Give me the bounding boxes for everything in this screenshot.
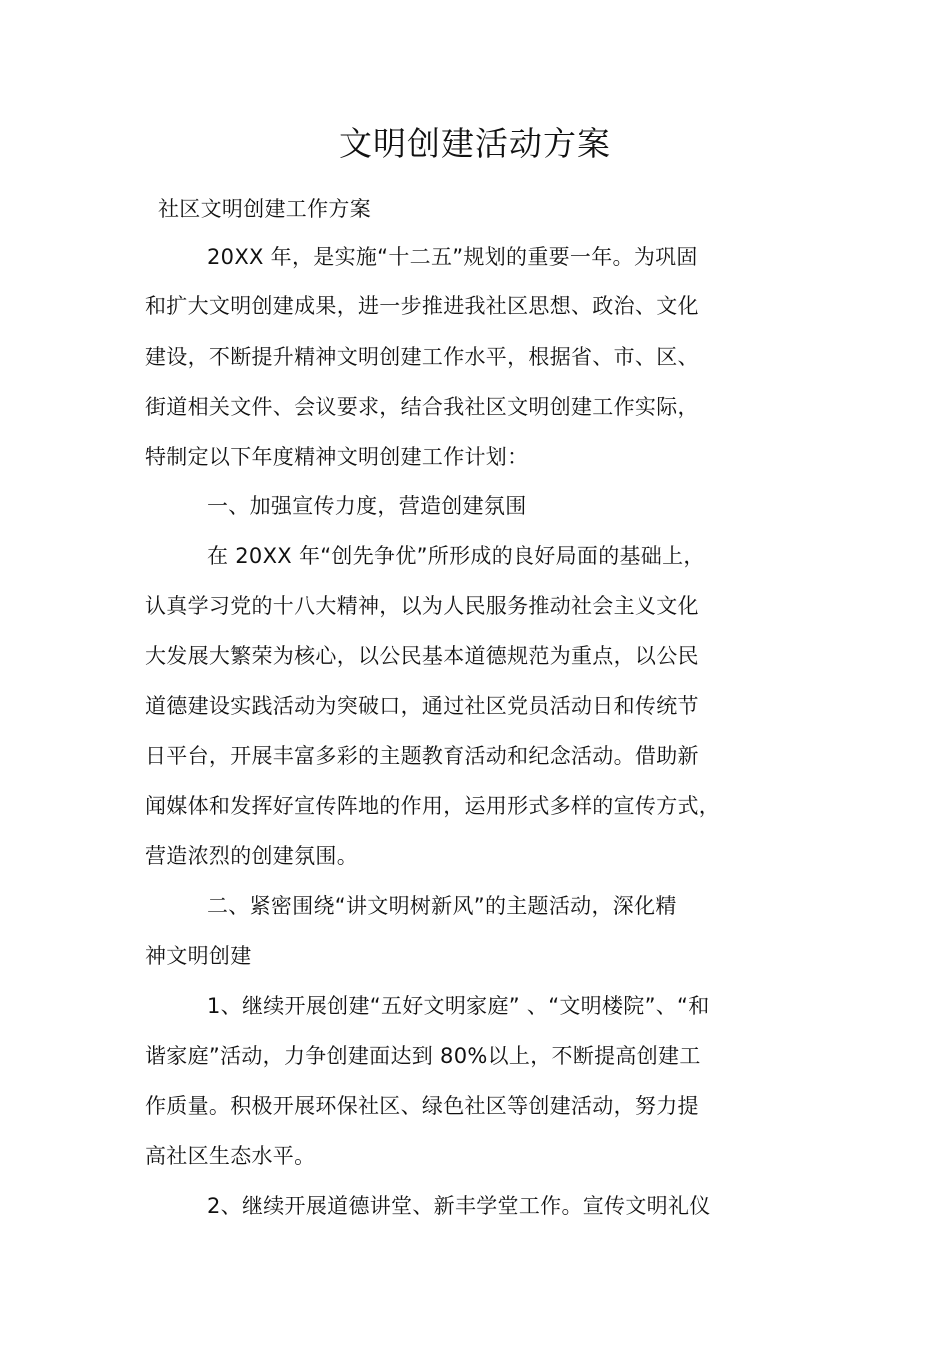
document-subtitle: 社区文明创建工作方案 <box>158 197 371 221</box>
paragraph-line: 认真学习党的十八大精神，以为人民服务推动社会主义文化 <box>145 594 699 618</box>
document-title: 文明创建活动方案 <box>339 124 611 163</box>
paragraph-line: 道德建设实践活动为突破口，通过社区党员活动日和传统节 <box>145 694 699 718</box>
paragraph-line: 建设，不断提升精神文明创建工作水平，根据省、市、区、 <box>145 345 699 369</box>
paragraph-line: 高社区生态水平。 <box>145 1144 316 1168</box>
paragraph-line: 谐家庭”活动，力争创建面达到 80%以上，不断提高创建工 <box>145 1044 701 1068</box>
paragraph-line: 街道相关文件、会议要求，结合我社区文明创建工作实际， <box>145 395 699 419</box>
paragraph-line: 在 20XX 年“创先争优”所形成的良好局面的基础上， <box>207 544 705 568</box>
paragraph-line: 20XX 年，是实施“十二五”规划的重要一年。为巩固 <box>207 245 698 269</box>
paragraph-line: 作质量。积极开展环保社区、绿色社区等创建活动，努力提 <box>145 1094 699 1118</box>
paragraph-line: 2、继续开展道德讲堂、新丰学堂工作。宣传文明礼仪 <box>207 1194 711 1218</box>
paragraph-line: 日平台，开展丰富多彩的主题教育活动和纪念活动。借助新 <box>145 744 699 768</box>
section-heading: 二、紧密围绕“讲文明树新风”的主题活动，深化精 <box>207 894 677 918</box>
paragraph-line: 大发展大繁荣为核心，以公民基本道德规范为重点，以公民 <box>145 644 699 668</box>
paragraph-line: 营造浓烈的创建氛围。 <box>145 844 358 868</box>
paragraph-line: 1、继续开展创建“五好文明家庭” 、“文明楼院”、“和 <box>207 994 710 1018</box>
paragraph-line: 和扩大文明创建成果，进一步推进我社区思想、政治、文化 <box>145 294 699 318</box>
section-heading-continued: 神文明创建 <box>145 944 252 968</box>
paragraph-line: 闻媒体和发挥好宣传阵地的作用，运用形式多样的宣传方式， <box>145 794 721 818</box>
paragraph-line: 特制定以下年度精神文明创建工作计划： <box>145 445 529 469</box>
section-heading: 一、加强宣传力度，营造创建氛围 <box>207 494 527 518</box>
